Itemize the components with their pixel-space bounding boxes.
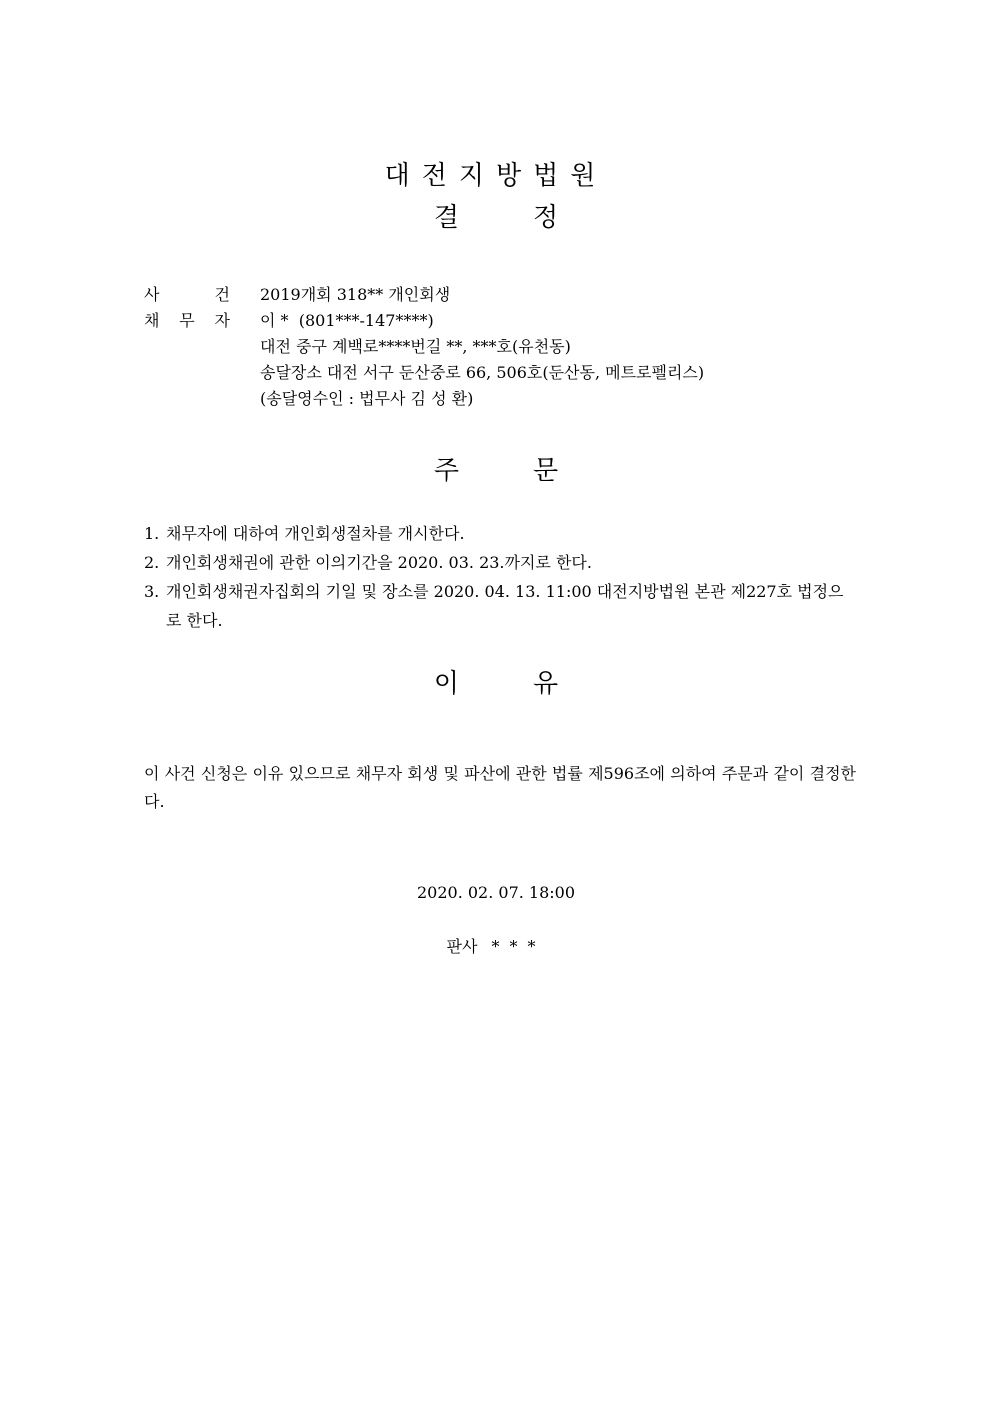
order-item-number: 3. [144,582,160,601]
court-name: 대전지방법원 [384,161,608,191]
reason-text: 이 사건 신청은 이유 있으므로 채무자 회생 및 파산에 관한 법률 제596조에 의하여 주문과 같이 결정한다. [144,764,856,811]
judge-label: 판사 [446,937,478,956]
order-item-number: 2. [144,553,160,572]
order-item [144,548,856,577]
debtor-address: 대전 중구 계백로****번길 **, ***호(유천동) [260,337,571,356]
reason-heading-part-2: 유 [533,669,559,699]
debtor-address-row [144,334,864,360]
debtor-label [144,308,260,334]
judge-signature-line [0,934,992,960]
document-type-heading [0,202,992,234]
order-item [144,519,856,548]
order-item-number: 1. [144,524,160,543]
debtor-name: 이 * (801***-147****) [260,311,434,330]
case-info-block [144,282,864,412]
debtor-row [144,308,864,334]
order-item-text: 채무자에 대하여 개인회생절차를 개시한다. [166,524,465,543]
document-type-part-1: 결 [433,203,459,233]
case-label [144,282,260,308]
judge-name: *** [491,937,546,956]
delivery-receiver-row [144,386,864,412]
case-label-text: 사 건 [144,285,230,304]
delivery-address-row [144,360,864,386]
order-heading-part-2: 문 [533,456,559,486]
order-heading [0,455,992,487]
case-row [144,282,864,308]
order-item-text: 개인회생채권자집회의 기일 및 장소를 2020. 04. 13. 11:00 대전지방법원 본관 제227호 법정으로 한다. [166,582,844,630]
delivery-receiver: (송달영수인 : 법무사 김 성 환) [260,389,474,408]
case-number: 2019개회 318** 개인회생 [260,285,451,304]
reason-heading-part-1: 이 [433,669,459,699]
decision-date: 2020. 02. 07. 18:00 [416,883,576,902]
order-item-text: 개인회생채권에 관한 이의기간을 2020. 03. 23.까지로 한다. [166,553,592,572]
order-item [144,577,856,635]
delivery-address: 송달장소 대전 서구 둔산중로 66, 506호(둔산동, 메트로펠리스) [260,363,705,382]
order-list [144,519,856,635]
order-heading-part-1: 주 [433,456,459,486]
document-type-part-2: 정 [533,203,559,233]
reason-heading [0,668,992,700]
debtor-label-text: 채 무 자 [144,311,230,330]
